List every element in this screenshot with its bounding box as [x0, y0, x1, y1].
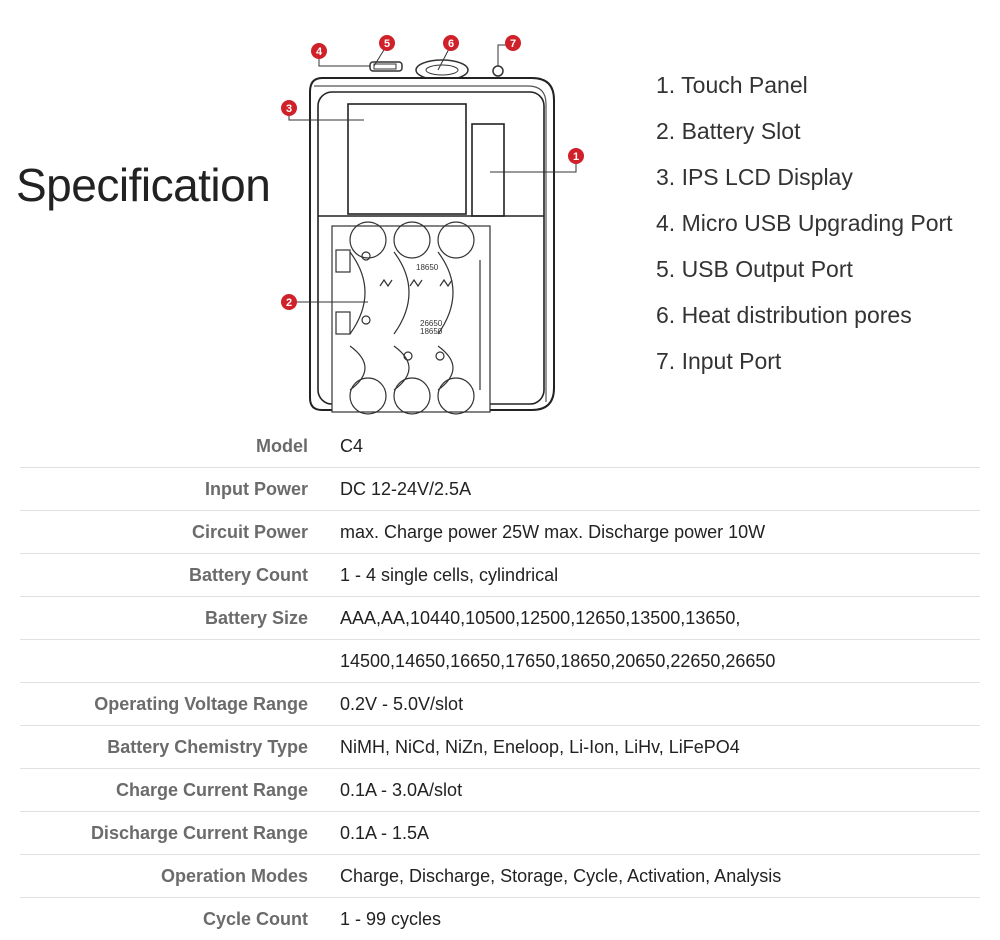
battery-slots [332, 222, 490, 414]
callout-2 [281, 294, 297, 310]
spec-value: Charge, Discharge, Storage, Cycle, Activation, Analysis [340, 855, 980, 898]
legend-item: 2. Battery Slot [656, 114, 953, 160]
spec-value: 0.2V - 5.0V/slot [340, 683, 980, 726]
table-row [20, 597, 980, 640]
legend-item: 3. IPS LCD Display [656, 160, 953, 206]
svg-text:6: 6 [448, 38, 454, 50]
spec-label: Model [20, 425, 340, 468]
spec-value: 0.1A - 1.5A [340, 812, 980, 855]
spec-label: Input Power [20, 468, 340, 511]
spec-label: Battery Count [20, 554, 340, 597]
table-row [20, 554, 980, 597]
spec-value: 14500,14650,16650,17650,18650,20650,22650,26650 [340, 640, 980, 683]
callout-7 [505, 35, 521, 51]
spec-label: Discharge Current Range [20, 812, 340, 855]
table-row [20, 683, 980, 726]
callout-4 [311, 43, 327, 59]
spec-value: C4 [340, 425, 980, 468]
legend-item: 1. Touch Panel [656, 68, 953, 114]
slot-label: 26650 [420, 319, 443, 328]
spec-value: 1 - 99 cycles [340, 898, 980, 940]
spec-value: 0.1A - 3.0A/slot [340, 769, 980, 812]
table-row [20, 812, 980, 855]
table-row [20, 468, 980, 511]
spec-value: max. Charge power 25W max. Discharge power 10W [340, 511, 980, 554]
callout-5 [379, 35, 395, 51]
spec-value: DC 12-24V/2.5A [340, 468, 980, 511]
table-row [20, 425, 980, 468]
spec-label: Charge Current Range [20, 769, 340, 812]
legend-item: 7. Input Port [656, 344, 953, 390]
table-row [20, 726, 980, 769]
table-row [20, 769, 980, 812]
legend-item: 5. USB Output Port [656, 252, 953, 298]
svg-text:4: 4 [316, 46, 323, 58]
spec-label: Operating Voltage Range [20, 683, 340, 726]
svg-text:7: 7 [510, 38, 516, 50]
spec-value: AAA,AA,10440,10500,12500,12650,13500,13650, [340, 597, 980, 640]
lcd-display [348, 104, 466, 214]
callout-6 [443, 35, 459, 51]
table-row [20, 855, 980, 898]
charger-diagram [270, 30, 610, 420]
svg-text:2: 2 [286, 297, 292, 309]
spec-label: Battery Chemistry Type [20, 726, 340, 769]
spec-label: Cycle Count [20, 898, 340, 940]
slot-label: 18650 [416, 263, 439, 272]
spec-value: NiMH, NiCd, NiZn, Eneloop, Li-Ion, LiHv, LiFePO4 [340, 726, 980, 769]
table-row [20, 511, 980, 554]
usb-output-port [374, 64, 396, 69]
callout-3 [281, 100, 297, 116]
slot-label: 18650 [420, 327, 443, 336]
page-title: Specification [16, 158, 270, 212]
legend-item: 6. Heat distribution pores [656, 298, 953, 344]
spec-table [20, 425, 980, 940]
table-row [20, 640, 980, 683]
touch-panel [472, 124, 504, 216]
legend-item: 4. Micro USB Upgrading Port [656, 206, 953, 252]
svg-text:5: 5 [384, 38, 390, 50]
parts-legend [656, 68, 953, 390]
input-port [493, 66, 503, 76]
callout-1 [568, 148, 584, 164]
spec-value: 1 - 4 single cells, cylindrical [340, 554, 980, 597]
spec-label [20, 640, 340, 683]
spec-label: Circuit Power [20, 511, 340, 554]
svg-text:3: 3 [286, 103, 292, 115]
svg-text:1: 1 [573, 151, 579, 163]
spec-label: Battery Size [20, 597, 340, 640]
spec-label: Operation Modes [20, 855, 340, 898]
